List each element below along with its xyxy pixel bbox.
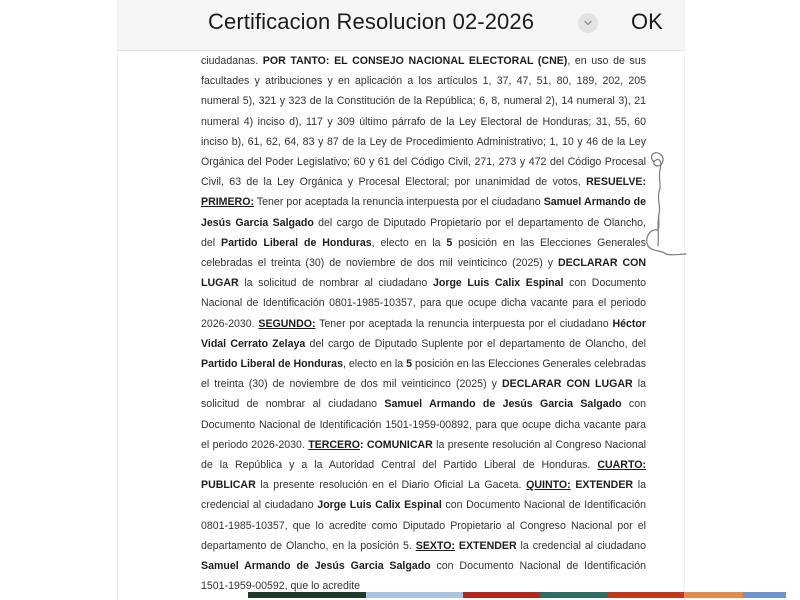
bold-text-run: PUBLICAR (201, 479, 256, 492)
text-run: , electo en la (371, 236, 447, 249)
bold-text-run: CUARTO: (597, 459, 646, 472)
text-run: la presente resolución en el Diario Oficial La Gaceta. (255, 479, 527, 492)
color-bar-segment (684, 592, 743, 598)
bold-text-run: Samuel Armando de Jesús Garcia Salgado (201, 196, 646, 229)
bold-text-run: 5 (446, 236, 453, 249)
text-run: posición en las Elecciones Generales celebradas el treinta (30) de noviembre de dos mil veinticinco (2025) y (201, 358, 646, 391)
bold-text-run: : (360, 438, 367, 451)
text-run: ciudadanas. (201, 55, 263, 67)
chevron-down-icon (583, 18, 593, 28)
document-title: Certificacion Resolucion 02-2026 (208, 9, 535, 34)
text-run: la solicitud de nombrar al ciudadano (238, 277, 433, 290)
bold-text-run: PRIMERO: (201, 196, 254, 209)
text-run: con Documento Nacional de Identificación 0801-1985-10357, que lo acredite como Diputado Propietario al Congreso Nacional por el departamento de Olancho, en la posición 5. (201, 499, 646, 552)
bold-text-run: 5 (406, 358, 413, 371)
text-run: con Documento Nacional de Identificación 1501-1959-00892, para que ocupe dicha vacante para el periodo 2026-2030. (201, 398, 647, 451)
bold-text-run: Partido Liberal de Honduras (201, 358, 343, 371)
document-footer-color-bar (248, 592, 786, 598)
bold-text-run: Samuel Armando de Jesús Garcia Salgado (201, 560, 431, 573)
text-run: posición en las Elecciones Generales celebradas el treinta (30) de noviembre de dos mil veinticinco (2025) y (201, 236, 646, 270)
document-viewer (117, 0, 685, 600)
bold-text-run: QUINTO: (526, 479, 571, 492)
text-run: Tener por aceptada la renuncia interpuesta por el ciudadano (315, 317, 613, 330)
bold-text-run: Jorge Luis Calix Espinal (317, 499, 442, 512)
text-run: Tener por aceptada la renuncia interpuesta por el ciudadano (253, 196, 544, 209)
bold-text-run: RESUELVE: (586, 176, 646, 189)
text-run: la solicitud de nombrar al ciudadano (201, 378, 647, 411)
title-menu-button[interactable] (578, 13, 598, 33)
text-run: con Documento Nacional de Identificación 1501-1959-00592, que lo acredite (201, 560, 646, 593)
bold-text-run: COMUNICAR (366, 438, 433, 451)
ok-button[interactable]: OK (631, 9, 663, 34)
color-bar-segment (366, 592, 463, 598)
document-page (201, 50, 646, 596)
color-bar-segment (743, 592, 786, 598)
text-run: , en uso de sus facultades y atribuciones y en aplicación a los artículos 1, 37, 47, 51, 80, 189, 202, 205 numeral 5), 321 y 323 de la Constitución de la República; 6, 8, numeral 2), 14 numeral 3), 21 numeral 4) inciso d), 117 y 309 último párrafo de la Ley Electoral de Honduras; 31, 55, 60 inciso b), 61, 62, 64, 83 y 87 de la Ley de Procedimiento Administrativo; 1, 10 y 46 de la Ley Orgánica del Poder Legislativo; 60 y 61 del Código Civil, 271, 273 y 472 del Código Procesal Civil, 63 de la Ley Orgánica y Procesal Electoral; por unanimidad de votos, (201, 55, 647, 189)
bold-text-run: POR TANTO: EL CONSEJO NACIONAL ELECTORAL (CNE) (262, 55, 568, 67)
viewer-header (118, 0, 684, 51)
text-run: la credencial al ciudadano (516, 539, 646, 552)
bold-text-run: SEXTO: (415, 539, 455, 552)
bold-text-run: DECLARAR CON LUGAR (501, 378, 633, 391)
bold-text-run: EXTENDER (455, 539, 517, 552)
text-run: del cargo de Diputado Suplente por el departamento de Olancho, del (305, 337, 646, 350)
bold-text-run: Héctor Vidal Cerrato Zelaya (201, 317, 646, 350)
bold-text-run: DECLARAR CON LUGAR (201, 257, 646, 290)
text-run: con Documento Nacional de Identificación 0801-1985-10357, para que ocupe dicha vacante para el periodo 2026-2030. (201, 277, 646, 330)
color-bar-segment (539, 592, 609, 598)
text-run: del cargo de Diputado Propietario por el departamento de Olancho, del (201, 216, 646, 249)
color-bar-segment (463, 592, 538, 598)
color-bar-segment (608, 592, 683, 598)
text-run: la credencial al ciudadano (201, 479, 646, 512)
bold-text-run: Samuel Armando de Jesús Garcia Salgado (384, 398, 622, 411)
bold-text-run: SEGUNDO: (258, 317, 316, 330)
bold-text-run: EXTENDER (570, 479, 634, 492)
color-bar-segment (248, 592, 366, 598)
resolution-text (201, 50, 646, 596)
text-run: la presente resolución al Congreso Nacional de la República y a la Autoridad Central del Partido Liberal de Honduras. (201, 438, 646, 472)
bold-text-run: TERCERO (308, 438, 360, 451)
handwritten-signature-icon (640, 150, 690, 260)
bold-text-run: Jorge Luis Calix Espinal (432, 277, 564, 290)
bold-text-run: Partido Liberal de Honduras (221, 236, 372, 249)
text-run: , electo en la (342, 358, 407, 371)
